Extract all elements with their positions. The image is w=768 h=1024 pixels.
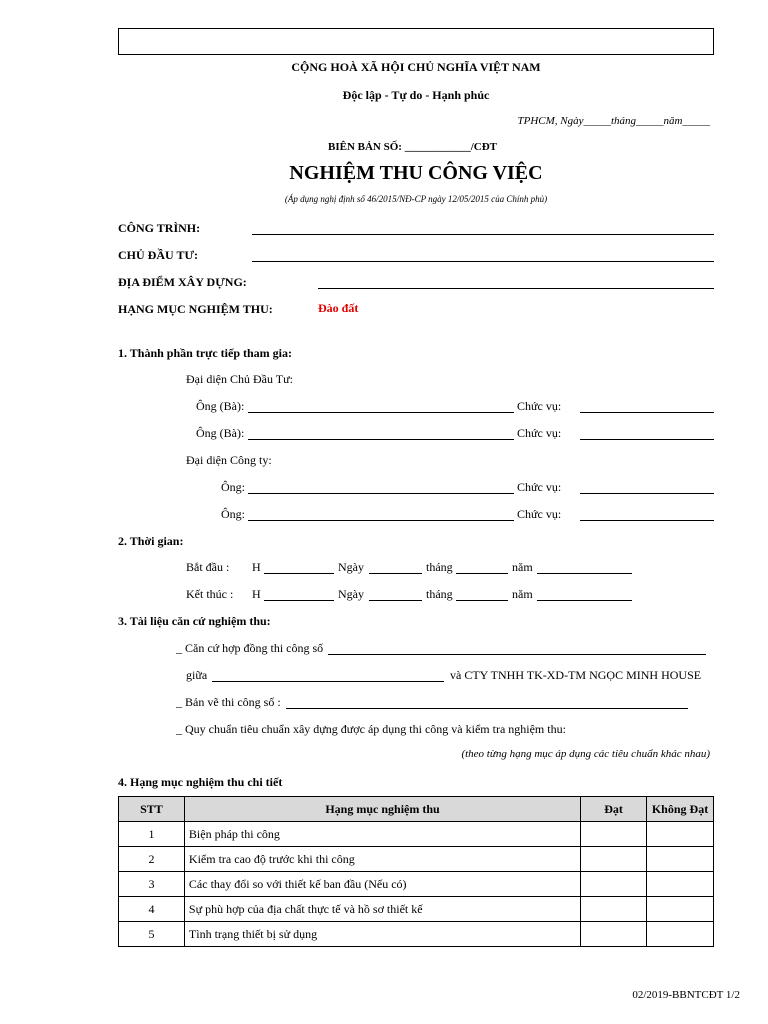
project-label: CÔNG TRÌNH: [118,221,201,235]
end-month-label: tháng [426,587,453,601]
row-fail-cell[interactable] [647,897,714,922]
row-pass-cell[interactable] [581,897,647,922]
item-value: Đào đất [318,301,359,315]
contract-label: _ Căn cứ hợp đồng thi công số [176,641,324,655]
start-label: Bắt đầu : [186,560,230,574]
company-rep-1-label: Ông: [221,480,245,494]
standards-label: _ Quy chuẩn tiêu chuẩn xây dựng được áp dụng thi công và kiểm tra nghiệm thu: [176,722,566,736]
section-4-heading: 4. Hạng mục nghiệm thu chi tiết [118,775,283,789]
row-stt: 5 [119,922,185,947]
company-rep-2-label: Ông: [221,507,245,521]
nation-title: CỘNG HOÀ XÃ HỘI CHỦ NGHĨA VIỆT NAM [291,60,541,74]
contract-party-field[interactable] [212,681,444,682]
company-rep-1-position-label: Chức vụ: [517,480,562,494]
item-label: HẠNG MỤC NGHIỆM THU: [118,302,273,316]
table-row [119,897,714,922]
section-1-heading: 1. Thành phần trực tiếp tham gia: [118,346,293,360]
investor-rep-2-position-label: Chức vụ: [517,426,562,440]
row-item-name: Sự phù hợp của địa chất thực tế và hồ sơ thiết kế [184,897,580,922]
row-pass-cell[interactable] [581,922,647,947]
motto: Độc lập - Tự do - Hạnh phúc [342,88,490,102]
row-stt: 4 [119,897,185,922]
row-pass-cell[interactable] [581,822,647,847]
company-rep-2-position-label: Chức vụ: [517,507,562,521]
contract-number-field[interactable] [328,654,706,655]
standards-note: (theo từng hạng mục áp dụng các tiêu chuẩn khác nhau) [461,748,710,760]
header-box [118,28,714,55]
row-stt: 2 [119,847,185,872]
table-row [119,822,714,847]
drawing-number-field[interactable] [286,708,688,709]
investor-rep-1-position-field[interactable] [580,412,714,413]
row-item-name: Tình trạng thiết bị sử dụng [184,922,580,947]
investor-field[interactable] [252,261,714,262]
row-fail-cell[interactable] [647,922,714,947]
record-number: BIÊN BẢN SỐ: ____________/CĐT [328,141,497,153]
end-hour-field[interactable] [264,600,334,601]
date-place: TPHCM, Ngày_____tháng_____năm_____ [517,115,710,127]
row-item-name: Biện pháp thi công [184,822,580,847]
end-month-field[interactable] [456,600,508,601]
drawing-label: _ Bản vẽ thi công số : [176,695,281,709]
between-label: giữa [186,668,208,682]
row-fail-cell[interactable] [647,822,714,847]
investor-rep-2-position-field[interactable] [580,439,714,440]
location-label: ĐỊA ĐIỂM XÂY DỰNG: [118,275,247,289]
start-year-label: năm [512,560,533,574]
company-rep-2-name-field[interactable] [248,520,514,521]
start-year-field[interactable] [537,573,632,574]
investor-rep-1-name-field[interactable] [248,412,514,413]
investor-rep-label: Đại diện Chủ Đầu Tư: [186,372,293,386]
document-title: NGHIỆM THU CÔNG VIỆC [289,162,543,184]
investor-rep-2-label: Ông (Bà): [196,426,245,440]
column-header-stt: STT [119,797,185,822]
investor-rep-2-name-field[interactable] [248,439,514,440]
table-row [119,847,714,872]
end-day-field[interactable] [369,600,422,601]
investor-label: CHỦ ĐẦU TƯ: [118,248,198,262]
company-rep-1-position-field[interactable] [580,493,714,494]
section-2-heading: 2. Thời gian: [118,534,184,548]
row-item-name: Kiểm tra cao độ trước khi thi công [184,847,580,872]
location-field[interactable] [318,288,714,289]
company-rep-1-name-field[interactable] [248,493,514,494]
footer-code: 02/2019-BBNTCĐT 1/2 [632,989,740,1001]
start-day-field[interactable] [369,573,422,574]
table-header-row [119,797,714,822]
company-rep-2-position-field[interactable] [580,520,714,521]
table-row [119,872,714,897]
start-hour-label: H [252,560,261,574]
start-month-field[interactable] [456,573,508,574]
company-name: và CTY TNHH TK-XD-TM NGỌC MINH HOUSE [450,668,702,682]
start-hour-field[interactable] [264,573,334,574]
column-header-pass: Đạt [581,797,647,822]
end-year-field[interactable] [537,600,632,601]
end-hour-label: H [252,587,261,601]
column-header-fail: Không Đạt [647,797,714,822]
project-field[interactable] [252,234,714,235]
company-rep-label: Đại diện Công ty: [186,453,272,467]
row-fail-cell[interactable] [647,872,714,897]
section-3-heading: 3. Tài liệu căn cứ nghiệm thu: [118,614,271,628]
row-pass-cell[interactable] [581,872,647,897]
table-row [119,922,714,947]
end-label: Kết thúc : [186,587,234,601]
document-subtitle: (Áp dụng nghị định số 46/2015/NĐ-CP ngày 12/05/2015 của Chính phủ) [284,194,548,204]
acceptance-items-table [118,796,714,947]
start-day-label: Ngày [338,560,364,574]
row-pass-cell[interactable] [581,847,647,872]
investor-rep-1-position-label: Chức vụ: [517,399,562,413]
row-stt: 3 [119,872,185,897]
row-item-name: Các thay đổi so với thiết kế ban đầu (Nếu có) [184,872,580,897]
end-year-label: năm [512,587,533,601]
row-fail-cell[interactable] [647,847,714,872]
start-month-label: tháng [426,560,453,574]
investor-rep-1-label: Ông (Bà): [196,399,245,413]
end-day-label: Ngày [338,587,364,601]
column-header-item: Hạng mục nghiệm thu [184,797,580,822]
row-stt: 1 [119,822,185,847]
